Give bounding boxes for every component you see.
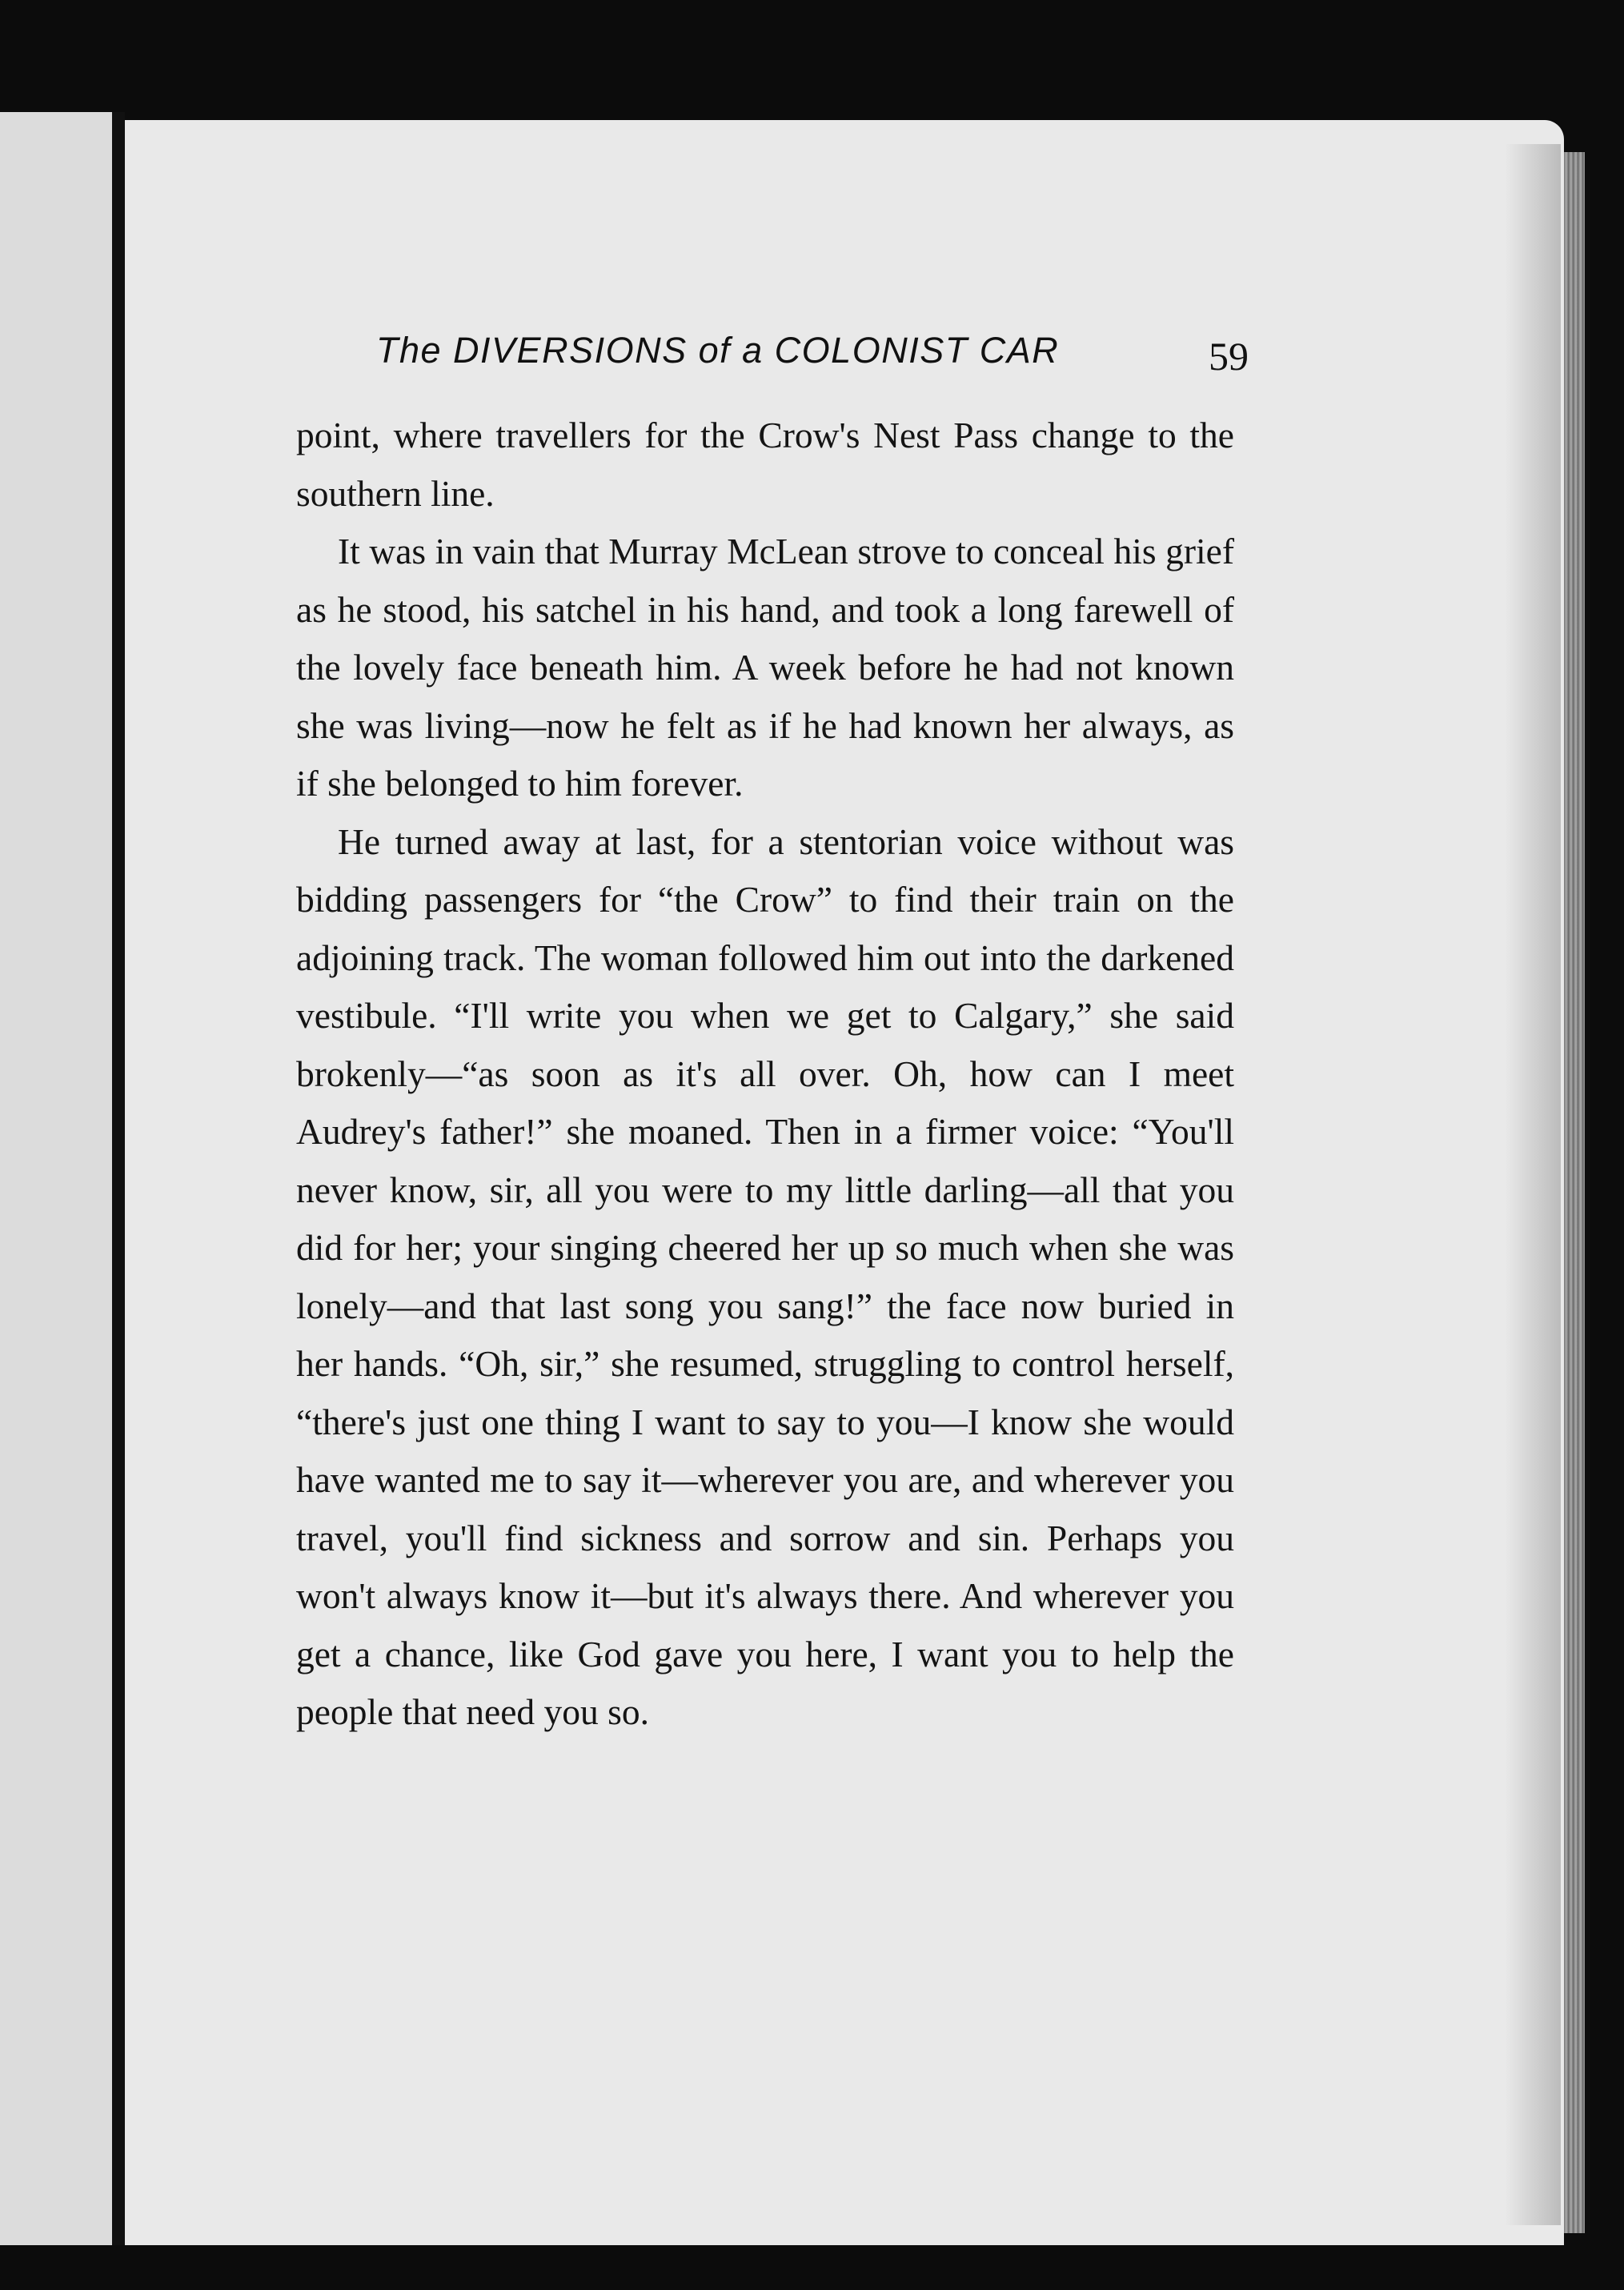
paragraph-continuation: point, where travellers for the Crow's Nest Pass change to the southern line. bbox=[296, 415, 1234, 514]
page-fore-edge bbox=[1564, 152, 1585, 2233]
running-head-title: The DIVERSIONS of a COLONIST CAR bbox=[376, 330, 1060, 371]
running-head bbox=[376, 330, 1249, 387]
page-number: 59 bbox=[1209, 334, 1249, 379]
body-text bbox=[296, 407, 1234, 1742]
paragraph: It was in vain that Murray McLean strove to conceal his grief as he stood, his satchel in his hand, and took a long farewell of the lovely face beneath him. A week before he had not known she was living—now he felt as if he had known her always, as if she belonged to him forever. bbox=[296, 531, 1234, 804]
facing-page-margin bbox=[0, 112, 112, 2245]
page-curl-shadow bbox=[1505, 144, 1561, 2225]
paragraph: He turned away at last, for a stentorian voice without was bidding passengers for “the Crow” to find their train on the adjoining track. The woman followed him out into the darkened vestibule. “I'll write you when we get to Calgary,” she said brokenly—“as soon as it's all over. Oh, how can I meet Audrey's father!” she moaned. Then in a firmer voice: “You'll never know, sir, all you were to my little darling—all that you did for her; your singing cheered her up so much when she was lonely—and that last song you sang!” the face now buried in her hands. “Oh, sir,” she resumed, struggling to control herself, “there's just one thing I want to say to you—I know she would have wanted me to say it—wherever you are, and wherever you travel, you'll find sickness and sorrow and sin. Perhaps you won't always know it—but it's always there. And wherever you get a chance, like God gave you here, I want you to help the people that need you so. bbox=[296, 820, 1234, 1732]
book-gutter bbox=[112, 112, 125, 2245]
